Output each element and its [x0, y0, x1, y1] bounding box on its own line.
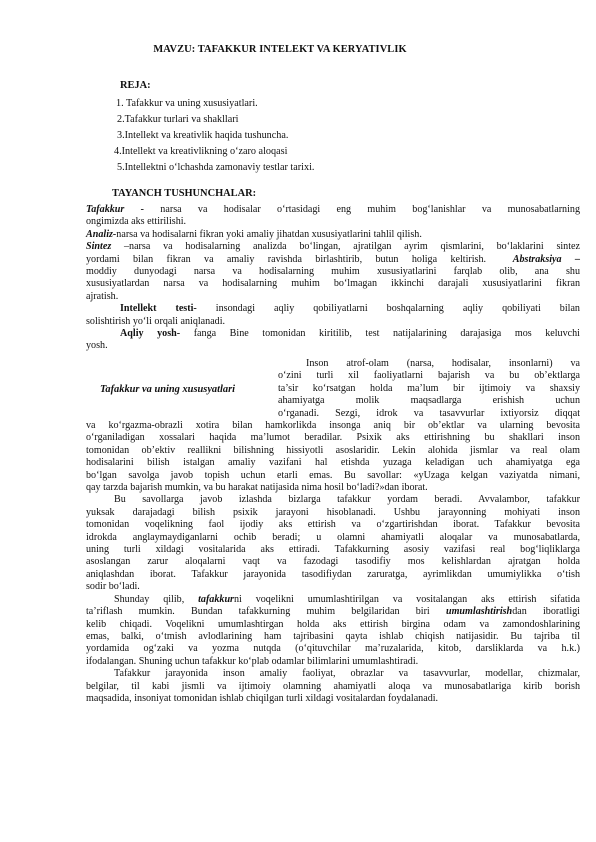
text-line: [86, 606, 580, 618]
key-concepts-block: [86, 204, 580, 353]
plan-heading: REJA:: [120, 80, 151, 91]
definition-line: [86, 254, 580, 266]
text-line: ta’sir ko‘rsatgan holda ma’lum bir ijtimoiy va shaxsiy: [278, 382, 580, 394]
text-line: emas, balki, o‘tmish avlodlarining ham tajribasini qayta ishlab chiqish natijasidir. Bu tajriba til: [86, 630, 580, 642]
text-line: idrokda anglaymaydiganlarni ochib beradi; u olamni ahamiyatli aloqalar va munosabatlarda,: [86, 531, 580, 543]
definition-term: Abstraksiya –: [512, 253, 580, 265]
definition-line: yosh.: [86, 340, 108, 352]
definition-line: solishtirish yo‘li orqali aniqlanadi.: [86, 315, 226, 327]
text-line: o‘zini turli xil faoliyatlarni bajarish va bu ob’ektlarga: [278, 370, 580, 382]
definition-line: [86, 303, 580, 315]
text-line: ahamiyatga molik maqsadlarga erishish uchun: [278, 395, 580, 407]
plan-item: 2.Tafakkur turlari va shakllari: [117, 114, 239, 125]
text-line: tomonidan ob’ektiv reallikni bilishning hissiyotli asoslaridir. Lekin alohida jismlar va real olam: [86, 444, 580, 456]
plan-item: 5.Intellektni o‘lchashda zamonaviy testlar tarixi.: [117, 162, 315, 173]
definition-line: [86, 204, 580, 216]
definition-text: narsa va hodisalar o‘rtasidagi eng muhim bog‘lanishlar va munosabatlarning: [144, 204, 580, 215]
definition-text: fanga Bine tomonidan kiritilib, test natijalarining darajasiga mos keluvchi: [180, 328, 580, 340]
text-line: kelib chiqadi. Voqelikni umumlashtirgan holda aks ettirish birgina odam va zamondoshlarining: [86, 618, 580, 630]
text-span: ni voqelikni umumlashtirilgan va vositalangan aks ettirish sifatida: [234, 593, 580, 605]
text-line: o‘rganadi. Sezgi, idrok va tasavvurlar ixtiyorsiz diqqat: [278, 407, 580, 419]
text-line: asoslangan zarur aloqalarni vaqt va fazodagi tasodifiy mos kelishlardan ajratgan holda: [86, 556, 580, 568]
definition-text: insondagi aqliy qobiliyatlarni boshqalarning aqliy qobiliyati bilan: [196, 303, 580, 315]
text-line: o‘rganiladigan xossalari haqida ma’lumot beradilar. Psixik aks ettirishning bu shakllari inson: [86, 432, 580, 444]
definition-line: [86, 229, 580, 241]
definition-line: [86, 328, 580, 340]
section-side-title: Tafakkur va uning xususyatlari: [100, 384, 236, 395]
text-line: ifodalangan. Shuning uchun tafakkur ko‘plab odamlar bilimlarini umumlashtiradi.: [86, 655, 419, 667]
text-line: maqsadida, insoniyat tomonidan ishlab chiqilgan turli xildagi vositalardan foydalanadi.: [86, 692, 439, 704]
plan-item: 4.Intellekt va kreativlikning o‘zaro aloqasi: [114, 146, 288, 157]
text-span: Shunday qilib,: [114, 593, 199, 605]
wrapped-paragraph-start: [278, 358, 580, 420]
text-line: yuksak darajadagi bilish psixik jarayoni hisoblanadi. Ushbu jarayonning mohiyati inson: [86, 506, 580, 518]
text-line: hodisalarini bilish istalgan amaliy vazifani hal etishda yuzaga keladigan uch ahamiyatga ega: [86, 457, 580, 469]
emphasized-term: umumlashtirish: [445, 606, 513, 618]
definition-line: xususiyatlardan narsa va hodisalarning muhim bo‘lmagan ikkinchi darajali xususiyatlarini fikran: [86, 278, 580, 290]
definition-term: Aqliy yosh-: [120, 328, 181, 340]
text-line: Tafakkur jarayonida inson amaliy faoliyat, obrazlar va tasavvurlar, modellar, chizmalar,: [114, 668, 580, 680]
definition-text: yordami bilan fikran va amaliy ravishda birlashtirib, butun holiga keltirish.: [86, 253, 487, 265]
text-line: tomonidan voqelikning faol ijodiy aks ettirish va o‘zgartirishdan iborat. Tafakkur bevosita: [86, 519, 580, 531]
definition-line: ongimizda aks ettirilishi.: [86, 216, 187, 228]
key-concepts-heading: TAYANCH TUSHUNCHALAR:: [112, 188, 257, 199]
definition-term: Tafakkur -: [86, 204, 144, 215]
plan-item: 1. Tafakkur va uning xususiyatlari.: [116, 98, 258, 109]
definition-term: Analiz-: [86, 228, 117, 240]
definition-text: –narsa va hodisalarning analizda bo‘lingan, ajratilgan ayrim qismlarini, bo‘laklarini sintez: [111, 241, 580, 253]
body-text: [86, 420, 580, 705]
text-span: dan iboratligi: [512, 606, 580, 618]
plan-item: 3.Intellekt va kreativlik haqida tushuncha.: [117, 130, 289, 141]
definition-text: narsa va hodisalarni fikran yoki amaliy jihatdan xususiyatlarini tahlil qilish.: [116, 228, 422, 240]
text-line: belgilar, til kabi jismli va ijtimoiy olamning ahamiyatli aloqa va munosabatlariga kirib borish: [86, 680, 580, 692]
text-line: sodir bo‘ladi.: [86, 581, 140, 593]
definition-line: ajratish.: [86, 290, 119, 302]
text-span: ta’riflash mumkin. Bundan tafakkurning muhim belgilaridan biri: [86, 606, 446, 618]
text-line: aniqlashdan iborat. Tafakkur jarayonida tasodifiydan zaruratga, ayrimlikdan umumiylikka o‘tish: [86, 568, 580, 580]
definition-line: [86, 241, 580, 253]
text-line: qay tarzda bajarish mumkin, va bu harakat natijasida nima hosil bo‘ladi?»dan iborat.: [86, 482, 428, 494]
page-title: MAVZU: TAFAKKUR INTELEKT VA KERYATIVLIK: [153, 44, 407, 55]
text-line: yordamida og‘zaki va yozma nutqda (o‘qituvchilar ma’ruzalarida, kitob, darsliklarda va h.k.): [86, 643, 580, 655]
text-line: va ko‘rgazma-obrazli xotira bilan hamkorlikda insonga aniq bir ob’ektlar va ularning bevosita: [86, 420, 580, 431]
text-line: bo‘lgan savolga javob topish uchun etarli emas. Bu savollar: «yUzaga kelgan vaziyatda nimani,: [86, 469, 580, 481]
definition-line: moddiy dunyodagi narsa va hodisalarning muhim xususiyatlarini farqlab olib, ana shu: [86, 266, 580, 278]
text-line: [86, 594, 580, 606]
text-line: Bu savollarga javob izlashda bizlarga tafakkur yordam beradi. Avvalambor, tafakkur: [114, 494, 580, 506]
emphasized-term: tafakkur: [198, 593, 234, 605]
text-line: Inson atrof-olam (narsa, hodisalar, insonlarni) va: [306, 358, 580, 369]
definition-term: Intellekt testi-: [120, 303, 197, 315]
definition-term: Sintez: [86, 241, 112, 253]
text-line: uning turli xildagi vositalarida aks ettiradi. Tafakkurning asosiy vazifasi real bog‘liqliklarga: [86, 544, 580, 556]
